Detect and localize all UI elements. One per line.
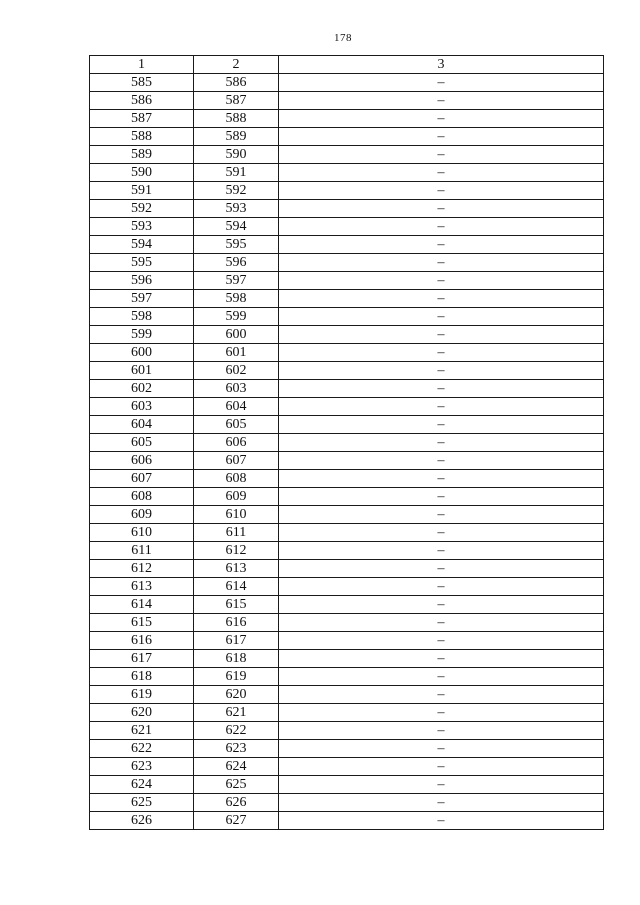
table-row — [90, 398, 604, 416]
table-cell-col-1: 610 — [90, 524, 194, 542]
table-row — [90, 218, 604, 236]
table-row — [90, 146, 604, 164]
table-cell-col-3: – — [279, 362, 604, 380]
table-cell-col-2: 613 — [194, 560, 279, 578]
table-row — [90, 488, 604, 506]
table-cell-col-1: 616 — [90, 632, 194, 650]
table-cell-col-3: – — [279, 722, 604, 740]
table-cell-col-2: 589 — [194, 128, 279, 146]
table-cell-col-2: 609 — [194, 488, 279, 506]
table-body — [90, 74, 604, 830]
table-cell-col-2: 586 — [194, 74, 279, 92]
table-cell-col-3: – — [279, 254, 604, 272]
table-cell-col-2: 612 — [194, 542, 279, 560]
table-cell-col-3: – — [279, 470, 604, 488]
table-row — [90, 416, 604, 434]
column-header-1: 1 — [90, 56, 194, 74]
table-cell-col-1: 599 — [90, 326, 194, 344]
table-cell-col-2: 627 — [194, 812, 279, 830]
table-cell-col-2: 614 — [194, 578, 279, 596]
table-row — [90, 452, 604, 470]
table-row — [90, 560, 604, 578]
table-row — [90, 632, 604, 650]
table-cell-col-2: 606 — [194, 434, 279, 452]
table-cell-col-3: – — [279, 236, 604, 254]
table-cell-col-3: – — [279, 686, 604, 704]
table-cell-col-1: 618 — [90, 668, 194, 686]
table-row — [90, 596, 604, 614]
table-cell-col-1: 620 — [90, 704, 194, 722]
table-cell-col-2: 594 — [194, 218, 279, 236]
column-header-2: 2 — [194, 56, 279, 74]
table-cell-col-3: – — [279, 164, 604, 182]
table-cell-col-3: – — [279, 92, 604, 110]
table-cell-col-2: 608 — [194, 470, 279, 488]
table-cell-col-3: – — [279, 614, 604, 632]
table-cell-col-3: – — [279, 182, 604, 200]
table-cell-col-3: – — [279, 326, 604, 344]
table-row — [90, 362, 604, 380]
table-cell-col-3: – — [279, 128, 604, 146]
table-row — [90, 434, 604, 452]
table-row — [90, 650, 604, 668]
table-cell-col-3: – — [279, 560, 604, 578]
table-row — [90, 668, 604, 686]
table-cell-col-3: – — [279, 704, 604, 722]
table-cell-col-1: 623 — [90, 758, 194, 776]
table-cell-col-1: 603 — [90, 398, 194, 416]
table-cell-col-2: 615 — [194, 596, 279, 614]
table-cell-col-1: 590 — [90, 164, 194, 182]
table-cell-col-3: – — [279, 344, 604, 362]
page-number: 178 — [334, 32, 352, 44]
table-cell-col-3: – — [279, 146, 604, 164]
table-cell-col-1: 621 — [90, 722, 194, 740]
table-cell-col-3: – — [279, 632, 604, 650]
table-cell-col-1: 617 — [90, 650, 194, 668]
table-row — [90, 236, 604, 254]
table-cell-col-1: 604 — [90, 416, 194, 434]
table-cell-col-2: 626 — [194, 794, 279, 812]
table-cell-col-2: 601 — [194, 344, 279, 362]
table-cell-col-2: 600 — [194, 326, 279, 344]
table-row — [90, 308, 604, 326]
table-row — [90, 524, 604, 542]
table-cell-col-2: 596 — [194, 254, 279, 272]
table-row — [90, 272, 604, 290]
table-cell-col-3: – — [279, 740, 604, 758]
table-cell-col-2: 598 — [194, 290, 279, 308]
table-cell-col-2: 618 — [194, 650, 279, 668]
table-cell-col-1: 625 — [90, 794, 194, 812]
table-cell-col-3: – — [279, 380, 604, 398]
table-row — [90, 254, 604, 272]
table-row — [90, 722, 604, 740]
table-row — [90, 164, 604, 182]
table-row — [90, 614, 604, 632]
table-cell-col-1: 589 — [90, 146, 194, 164]
table-cell-col-2: 592 — [194, 182, 279, 200]
table-cell-col-3: – — [279, 200, 604, 218]
table-cell-col-1: 602 — [90, 380, 194, 398]
table-cell-col-3: – — [279, 308, 604, 326]
table-cell-col-3: – — [279, 542, 604, 560]
table-row — [90, 74, 604, 92]
table-cell-col-3: – — [279, 434, 604, 452]
table-cell-col-1: 587 — [90, 110, 194, 128]
table-cell-col-1: 626 — [90, 812, 194, 830]
table-cell-col-1: 598 — [90, 308, 194, 326]
header-row — [90, 56, 604, 74]
table-cell-col-3: – — [279, 776, 604, 794]
table-cell-col-1: 607 — [90, 470, 194, 488]
table-cell-col-2: 622 — [194, 722, 279, 740]
data-table — [89, 55, 604, 830]
table-row — [90, 758, 604, 776]
table-cell-col-1: 611 — [90, 542, 194, 560]
table-row — [90, 182, 604, 200]
table-cell-col-2: 610 — [194, 506, 279, 524]
table-cell-col-1: 591 — [90, 182, 194, 200]
table-cell-col-1: 606 — [90, 452, 194, 470]
table-cell-col-2: 607 — [194, 452, 279, 470]
table-cell-col-3: – — [279, 506, 604, 524]
table-cell-col-3: – — [279, 758, 604, 776]
table-cell-col-1: 605 — [90, 434, 194, 452]
table-cell-col-2: 597 — [194, 272, 279, 290]
table-row — [90, 326, 604, 344]
table-cell-col-1: 597 — [90, 290, 194, 308]
table-row — [90, 92, 604, 110]
table-cell-col-3: – — [279, 650, 604, 668]
table-cell-col-3: – — [279, 398, 604, 416]
table-cell-col-3: – — [279, 272, 604, 290]
table-cell-col-3: – — [279, 668, 604, 686]
table-cell-col-2: 590 — [194, 146, 279, 164]
table-cell-col-1: 619 — [90, 686, 194, 704]
table-cell-col-2: 591 — [194, 164, 279, 182]
table-row — [90, 542, 604, 560]
table-row — [90, 200, 604, 218]
table-row — [90, 812, 604, 830]
table-cell-col-2: 616 — [194, 614, 279, 632]
table-cell-col-1: 601 — [90, 362, 194, 380]
table-cell-col-3: – — [279, 452, 604, 470]
table-cell-col-1: 596 — [90, 272, 194, 290]
table-row — [90, 686, 604, 704]
table-cell-col-2: 619 — [194, 668, 279, 686]
table-row — [90, 704, 604, 722]
table-cell-col-3: – — [279, 416, 604, 434]
table-cell-col-1: 608 — [90, 488, 194, 506]
table-cell-col-1: 600 — [90, 344, 194, 362]
table-row — [90, 578, 604, 596]
table-cell-col-2: 593 — [194, 200, 279, 218]
table-cell-col-1: 592 — [90, 200, 194, 218]
table-cell-col-2: 587 — [194, 92, 279, 110]
table-cell-col-1: 622 — [90, 740, 194, 758]
table-row — [90, 470, 604, 488]
table-cell-col-1: 613 — [90, 578, 194, 596]
table-cell-col-2: 611 — [194, 524, 279, 542]
table-cell-col-2: 624 — [194, 758, 279, 776]
table-cell-col-3: – — [279, 596, 604, 614]
table-cell-col-3: – — [279, 578, 604, 596]
table-cell-col-3: – — [279, 488, 604, 506]
table-row — [90, 794, 604, 812]
table-cell-col-2: 588 — [194, 110, 279, 128]
table-cell-col-2: 599 — [194, 308, 279, 326]
table-row — [90, 344, 604, 362]
table-row — [90, 110, 604, 128]
table-cell-col-2: 620 — [194, 686, 279, 704]
table-cell-col-3: – — [279, 110, 604, 128]
table-cell-col-2: 617 — [194, 632, 279, 650]
table-row — [90, 128, 604, 146]
table-cell-col-1: 614 — [90, 596, 194, 614]
table-cell-col-1: 595 — [90, 254, 194, 272]
table-cell-col-2: 605 — [194, 416, 279, 434]
table-cell-col-1: 593 — [90, 218, 194, 236]
table-cell-col-2: 603 — [194, 380, 279, 398]
table-cell-col-2: 604 — [194, 398, 279, 416]
table-cell-col-3: – — [279, 290, 604, 308]
table-cell-col-2: 602 — [194, 362, 279, 380]
table-cell-col-1: 609 — [90, 506, 194, 524]
table-row — [90, 506, 604, 524]
column-header-3: 3 — [279, 56, 604, 74]
table-cell-col-3: – — [279, 74, 604, 92]
table-row — [90, 740, 604, 758]
table-cell-col-2: 595 — [194, 236, 279, 254]
table-cell-col-1: 624 — [90, 776, 194, 794]
table-cell-col-3: – — [279, 524, 604, 542]
table-cell-col-3: – — [279, 218, 604, 236]
table-cell-col-1: 594 — [90, 236, 194, 254]
table-cell-col-2: 625 — [194, 776, 279, 794]
table-cell-col-1: 585 — [90, 74, 194, 92]
table-row — [90, 290, 604, 308]
table-cell-col-1: 615 — [90, 614, 194, 632]
table-cell-col-1: 588 — [90, 128, 194, 146]
table-cell-col-2: 621 — [194, 704, 279, 722]
table-cell-col-3: – — [279, 794, 604, 812]
table-cell-col-1: 586 — [90, 92, 194, 110]
table-header — [90, 56, 604, 74]
table-row — [90, 380, 604, 398]
table-cell-col-1: 612 — [90, 560, 194, 578]
table-cell-col-2: 623 — [194, 740, 279, 758]
table-cell-col-3: – — [279, 812, 604, 830]
table-row — [90, 776, 604, 794]
